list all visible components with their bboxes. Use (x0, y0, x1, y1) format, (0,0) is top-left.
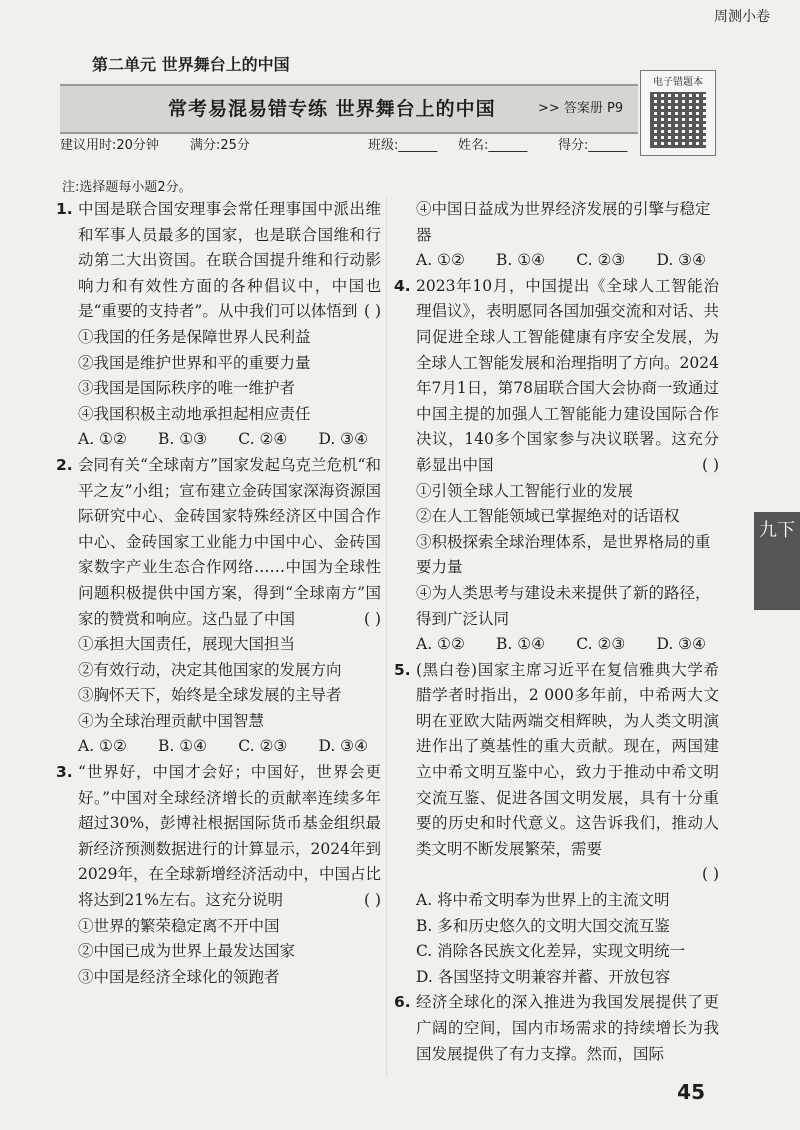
question-4 (394, 274, 719, 479)
choice-b[interactable]: B. ①③ (158, 430, 208, 449)
answer-bracket[interactable]: ( ) (363, 609, 381, 628)
option-item: ①我国的任务是保障世界人民利益 (78, 327, 311, 346)
option-item: ③积极探索全球治理体系，是世界格局的重要力量 (416, 532, 711, 577)
qr-code-icon (650, 92, 706, 148)
option-item: ②我国是维护世界和平的重要力量 (78, 353, 311, 372)
answer-bracket[interactable]: ( ) (701, 455, 719, 474)
option-item: ③中国是经济全球化的领跑者 (78, 967, 280, 986)
choice-d[interactable]: D. ③④ (318, 737, 368, 756)
option-item[interactable]: D. 各国坚持文明兼容并蓄、开放包容 (416, 967, 671, 986)
left-column (56, 197, 381, 990)
question-1 (56, 197, 381, 325)
choice-row (56, 427, 368, 453)
qr-label: 电子错题本 (653, 77, 703, 88)
question-stem: 会同有关“全球南方”国家发起乌克兰危机“和平之友”小组；宣布建立金砖国家深海资源国际研究中心、金砖国家特殊经济区中国合作中心、金砖国家工业能力中国中心、金砖国家数字产业生态合作网络……中国为全球性问题积极提供中国方案，得到“全球南方”国家的赞赏和响应。这凸显了中国 (78, 455, 381, 628)
choice-c[interactable]: C. ②③ (576, 635, 626, 654)
option-item: ②有效行动，决定其他国家的发展方向 (78, 660, 342, 679)
question-stem: 2023年10月，中国提出《全球人工智能治理倡议》，表明愿同各国加强交流和对话、共同促进全球人工智能健康有序安全发展，为全球人工智能发展和治理指明了方向。2024年7月1日，第78届联合国大会协商一致通过中国主提的加强人工智能能力建设国际合作决议，140多个国家参与决议联署。这充分彰显出中国 (416, 276, 719, 474)
answer-bracket[interactable]: ( ) (363, 302, 381, 321)
option-item[interactable]: A. 将中希文明奉为世界上的主流文明 (416, 891, 670, 910)
name-field: 姓名:______ (458, 138, 528, 153)
question-number: 1. (56, 200, 73, 218)
option-item: ①世界的繁荣稳定离不开中国 (78, 916, 280, 935)
choice-d[interactable]: D. ③④ (656, 635, 706, 654)
test-type-tag: 周测小卷 (714, 9, 770, 25)
page-title: 常考易混易错专练 世界舞台上的中国 (168, 98, 496, 120)
choice-c[interactable]: C. ②③ (238, 737, 288, 756)
choice-row (56, 734, 368, 760)
option-item: ①承担大国责任，展现大国担当 (78, 635, 296, 654)
question-3 (56, 760, 381, 914)
question-number: 3. (56, 763, 73, 782)
option-item: ③我国是国际秩序的唯一维护者 (78, 379, 296, 398)
choice-d[interactable]: D. ③④ (656, 251, 706, 270)
option-item: ②在人工智能领域已掌握绝对的话语权 (416, 507, 680, 526)
unit-title: 第二单元 世界舞台上的中国 (92, 55, 290, 74)
choice-b[interactable]: B. ①④ (496, 635, 546, 654)
page-number: 45 (677, 1080, 705, 1104)
question-number: 4. (394, 276, 411, 295)
answer-bracket[interactable]: ( ) (363, 891, 381, 910)
option-item: ①引领全球人工智能行业的发展 (416, 481, 634, 500)
option-item: ④中国日益成为世界经济发展的引擎与稳定器 (416, 200, 711, 244)
time-label: 建议用时:20分钟 (60, 138, 159, 153)
choice-b[interactable]: B. ①④ (496, 251, 546, 270)
score-label: 满分:25分 (190, 138, 250, 153)
qr-code-box[interactable] (640, 70, 716, 156)
choice-a[interactable]: A. ①② (416, 635, 465, 654)
question-6 (394, 990, 719, 1067)
grade-side-tab: 九下 (754, 512, 800, 610)
choice-c[interactable]: C. ②④ (238, 430, 288, 449)
question-2 (56, 453, 381, 632)
option-item[interactable]: C. 消除各民族文化差异，实现文明统一 (416, 942, 686, 961)
right-column (394, 197, 719, 1067)
question-number: 6. (394, 993, 411, 1012)
option-item: ④为全球治理贡献中国智慧 (78, 711, 265, 730)
option-item: ④我国积极主动地承担起相应责任 (78, 404, 311, 423)
score-field: 得分:______ (558, 138, 628, 153)
choice-c[interactable]: C. ②③ (576, 251, 626, 270)
question-stem: (黑白卷)国家主席习近平在复信雅典大学希腊学者时指出，2 000多年前，中希两大文明在亚欧大陆两端交相辉映，为人类文明演进作出了奠基性的重大贡献。现在，两国建立中希文明互鉴中心，致力于推动中希文明交流互鉴、促进各国文明发展，具有十分重要的历史和时代意义。这告诉我们，推动人类文明不断发展繁荣，需要 (416, 660, 719, 858)
question-number: 2. (56, 455, 73, 474)
choice-d[interactable]: D. ③④ (318, 430, 368, 449)
choice-b[interactable]: B. ①④ (158, 737, 208, 756)
answer-reference: >> 答案册 P9 (538, 101, 624, 116)
choice-a[interactable]: A. ①② (78, 737, 127, 756)
answer-bracket[interactable]: ( ) (701, 865, 719, 884)
option-item: ②中国已成为世界上最发达国家 (78, 942, 296, 961)
column-divider (386, 197, 387, 1077)
class-field: 班级:______ (368, 138, 438, 153)
choice-row (394, 632, 706, 658)
question-number: 5. (394, 660, 411, 679)
question-stem: “世界好，中国才会好；中国好，世界会更好。”中国对全球经济增长的贡献率连续多年超过30%，彭博社根据国际货币基金组织最新经济预测数据进行的计算显示，2024年到2029年，在全球新增经济活动中，中国占比将达到21%左右。这充分说明 (78, 763, 381, 910)
title-banner (60, 84, 638, 134)
choice-a[interactable]: A. ①② (78, 430, 127, 449)
question-stem: 中国是联合国安理事会常任理事国中派出维和军事人员最多的国家，也是联合国维和行动第二大出资国。在联合国提升维和行动影响力和有效性方面的各种倡议中，中国也是“重要的支持者”。从中我们可以体悟到 (78, 200, 381, 321)
choice-a[interactable]: A. ①② (416, 251, 465, 270)
instruction-note: 注:选择题每小题2分。 (62, 180, 192, 195)
option-item[interactable]: B. 多和历史悠久的文明大国交流互鉴 (416, 916, 670, 935)
option-item: ④为人类思考与建设未来提供了新的路径，得到广泛认同 (416, 583, 711, 628)
choice-row (394, 248, 706, 274)
question-stem: 经济全球化的深入推进为我国发展提供了更广阔的空间，国内市场需求的持续增长为我国发展提供了有力支撑。然而，国际 (416, 993, 719, 1063)
question-5 (394, 658, 719, 888)
option-item: ③胸怀天下，始终是全球发展的主导者 (78, 686, 342, 705)
